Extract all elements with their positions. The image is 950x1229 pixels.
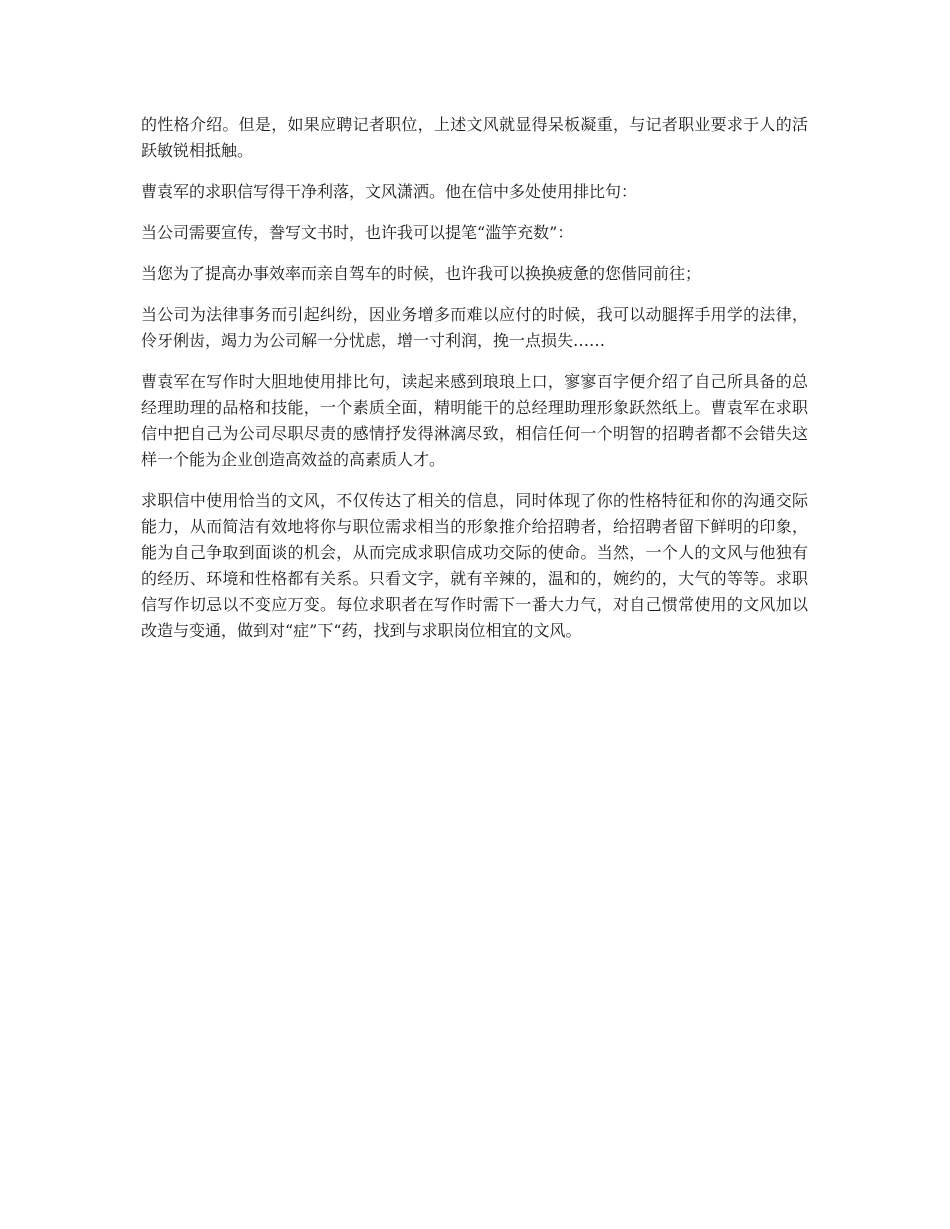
paragraph-5: 当公司为法律事务而引起纠纷，因业务增多而难以应付的时候，我可以动腿挥手用学的法律，伶牙俐齿，竭力为公司解一分忧虑，增一寸利润，挽一点损失……: [141, 305, 808, 350]
paragraph-3: 当公司需要宣传，誊写文书时，也许我可以提笔“滥竽充数”：: [141, 223, 574, 242]
paragraph-2: 曹袁军的求职信写得干净利落，文风潇洒。他在信中多处使用排比句：: [141, 182, 638, 201]
paragraph-6: 曹袁军在写作时大胆地使用排比句，读起来感到琅琅上口，寥寥百字便介绍了自己所具备的总经理助理的品格和技能，一个素质全面，精明能干的总经理助理形象跃然纸上。曹袁军在求职信中把自己为公司尽职尽责的感情抒发得淋漓尽致，相信任何一个明智的招聘者都不会错失这样一个能为企业创造高效益的高素质人才。: [141, 372, 808, 469]
document-body: [141, 112, 808, 659]
paragraph-4: 当您为了提高办事效率而亲自驾车的时候，也许我可以换换疲惫的您偕同前往；: [141, 264, 702, 283]
paragraph-7: 求职信中使用恰当的文风，不仅传达了相关的信息，同时体现了你的性格特征和你的沟通交际能力，从而简洁有效地将你与职位需求相当的形象推介给招聘者，给招聘者留下鲜明的印象，能为自己争取到面谈的机会，从而完成求职信成功交际的使命。当然，一个人的文风与他独有的经历、环境和性格都有关系。只看文字，就有辛辣的，温和的，婉约的，大气的等等。求职信写作切忌以不变应万变。每位求职者在写作时需下一番大力气，对自己惯常使用的文风加以改造与变通，做到对“症”下“药，找到与求职岗位相宜的文风。: [141, 491, 808, 640]
paragraph-1: 的性格介绍。但是，如果应聘记者职位，上述文风就显得呆板凝重，与记者职业要求于人的活跃敏锐相抵触。: [141, 115, 808, 160]
